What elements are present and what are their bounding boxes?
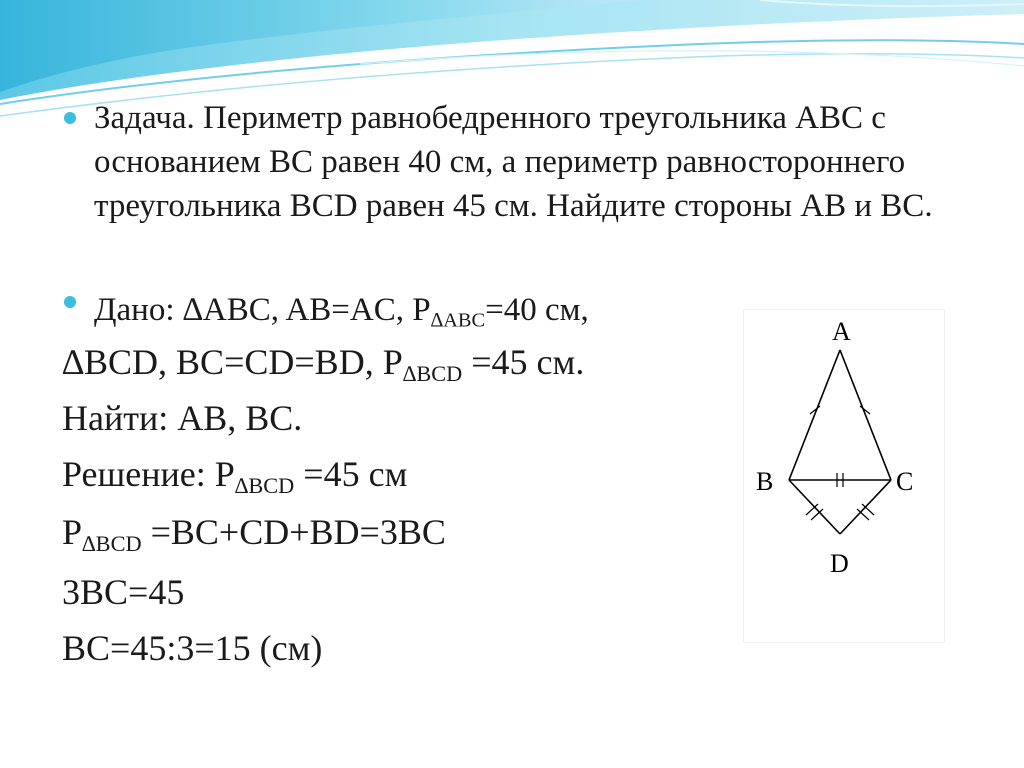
task-text: Задача. Периметр равнобедренного треугольника ABC с основанием BC равен 40 см, а периметр равностороннего треугольника BCD равен 45 см. Найдите стороны AB и BC. [94,100,933,224]
label-b: B [756,467,774,496]
find-line: Найти: AB, BC. [62,398,303,438]
given-subscript: ∆ABC [430,309,486,332]
label-a: A [832,317,851,346]
given-line [94,288,589,332]
bullet-dot [64,112,76,124]
side-ab [789,350,840,480]
label-c: C [896,467,914,496]
given-tail: =40 см, [485,292,589,328]
given-main: Дано: ∆ABC, AB=AC, P [94,292,431,328]
perimeter-formula-line: $P_{\Delta BCD} =BC+CD+BD=3BC$ [62,512,446,557]
label-d: D [830,549,849,578]
triangle-diagram [744,310,944,642]
bullet-dot [64,296,76,308]
given-line-bcd: ∆BCD, BC=CD=BD, $P_{\Delta BCD} =45$ см. [62,342,585,387]
triangle-figure [744,310,944,642]
equation-line: 3BC=45 [62,572,185,612]
side-ac [840,350,891,480]
answer-line: BC=45:3=15 (см) [62,628,323,668]
solution-line: Решение: $P_{\Delta BCD} =45$ см [62,454,408,499]
